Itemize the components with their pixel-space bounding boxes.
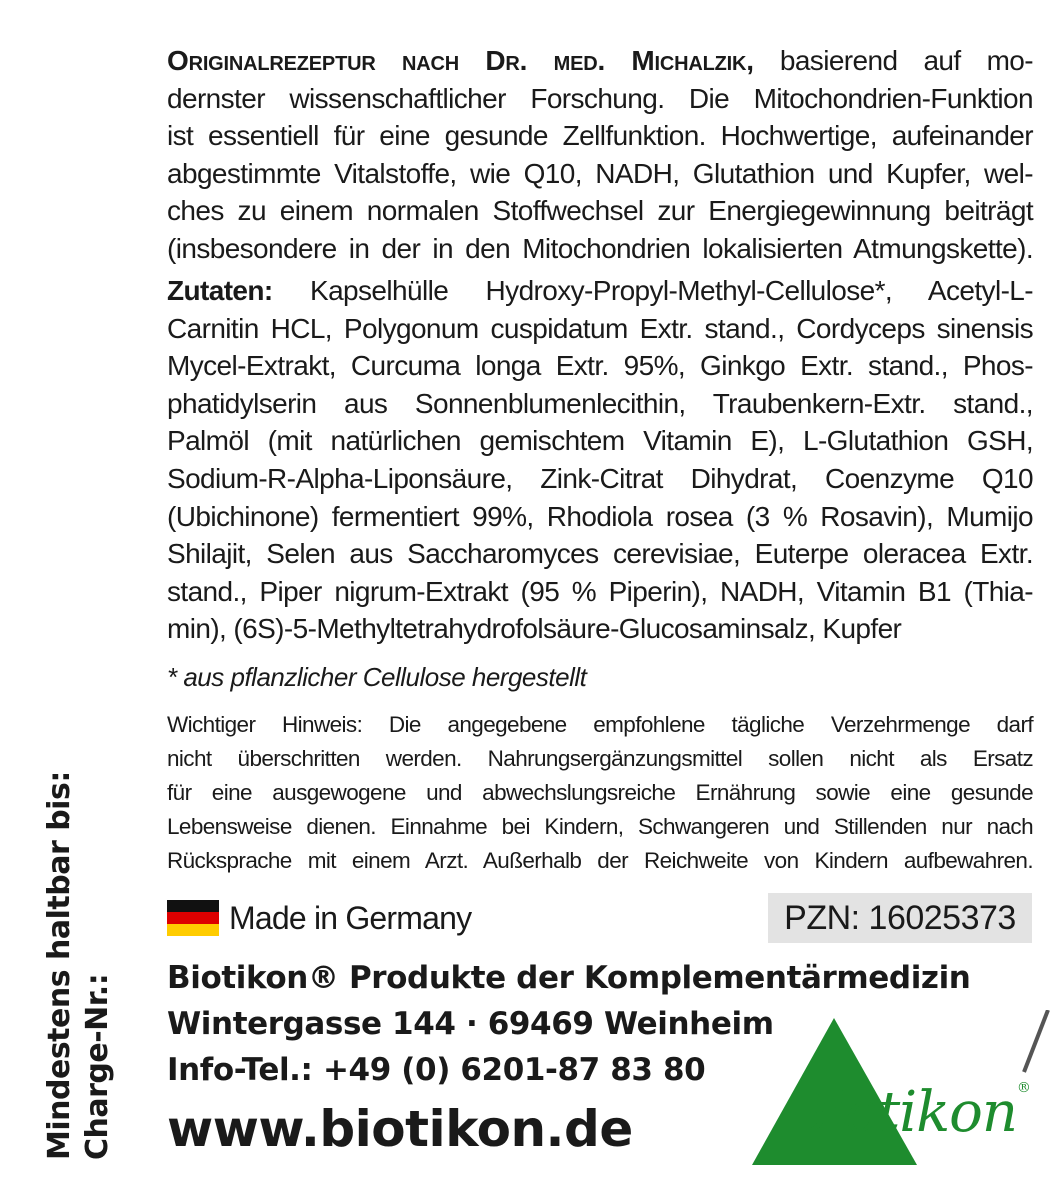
intro-line: ist essentiell für eine gesunde Zellfunktion. Hochwertige, aufeinander bbox=[167, 120, 1033, 152]
ingredients-line: Palmöl (mit natürlichen gemischtem Vitamin E), L-Glutathion GSH, bbox=[167, 425, 1033, 457]
made-in-text: Made in Germany bbox=[229, 899, 472, 936]
company-name: Biotikon® Produkte der Komplementärmedizin bbox=[167, 960, 971, 996]
ingredients-label: Zutaten: bbox=[167, 275, 273, 306]
warning-line: Wichtiger Hinweis: Die angegebene empfohlene tägliche Verzehrmenge darf bbox=[167, 712, 1033, 737]
ingredients-line: Carnitin HCL, Polygonum cuspidatum Extr. stand., Cordyceps sinensis bbox=[167, 312, 1033, 344]
intro-line: abgestimmte Vitalstoffe, wie Q10, NADH, Glutathion und Kupfer, wel- bbox=[167, 157, 1033, 189]
side-text bbox=[42, 771, 118, 1160]
warning-line: für eine ausgewogene und abwechslungsreiche Ernährung sowie eine gesunde bbox=[167, 780, 1033, 805]
best-before-label: Mindestens haltbar bis: bbox=[42, 771, 77, 1160]
intro-heading: Originalrezeptur nach Dr. med. Michalzik, bbox=[167, 45, 754, 76]
warning-line: Rücksprache mit einem Arzt. Außerhalb der Reichweite von Kindern aufbewahren. bbox=[167, 848, 1033, 873]
german-flag-icon bbox=[167, 900, 219, 936]
ingredients-line: Shilajit, Selen aus Saccharomyces cerevisiae, Euterpe oleracea Extr. bbox=[167, 538, 1033, 570]
intro-line: (insbesondere in der in den Mitochondrien lokalisierten Atmungskette). bbox=[167, 232, 1033, 264]
ingredients-line: min), (6S)-5-Methyltetrahydrofolsäure-Glucosaminsalz, Kupfer bbox=[167, 613, 902, 645]
ingredients-line: (Ubichinone) fermentiert 99%, Rhodiola rosea (3 % Rosavin), Mumijo bbox=[167, 500, 1033, 532]
logo-decor-line bbox=[1024, 1010, 1048, 1072]
company-website: www.biotikon.de bbox=[167, 1100, 633, 1158]
made-in-germany bbox=[167, 893, 471, 943]
intro-line-1: Originalrezeptur nach Dr. med. Michalzik, basierend auf mo- bbox=[167, 45, 1033, 76]
company-phone: Info-Tel.: +49 (0) 6201-87 83 80 bbox=[167, 1052, 706, 1088]
batch-number-label: Charge-Nr.: bbox=[80, 973, 115, 1160]
ingredients-line: Sodium-R-Alpha-Liponsäure, Zink-Citrat Dihydrat, Coenzyme Q10 bbox=[167, 462, 1033, 494]
ingredients-line: phatidylserin aus Sonnenblumenlecithin, Traubenkern-Extr. stand., bbox=[167, 387, 1033, 419]
warning-line: nicht überschritten werden. Nahrungsergänzungsmittel sollen nicht als Ersatz bbox=[167, 746, 1033, 771]
warning-paragraph bbox=[167, 708, 1033, 878]
ingredients-paragraph bbox=[167, 272, 1033, 648]
ingredients-line: Mycel-Extrakt, Curcuma longa Extr. 95%, Ginkgo Extr. stand., Phos- bbox=[167, 350, 1033, 382]
logo-wordmark: Biotikon® bbox=[788, 1080, 1030, 1145]
intro-paragraph bbox=[167, 42, 1033, 268]
company-address: Wintergasse 144 · 69469 Weinheim bbox=[167, 1006, 774, 1042]
intro-line: ches zu einem normalen Stoffwechsel zur Energiegewinnung beiträgt bbox=[167, 195, 1033, 227]
ingredients-line-1: Zutaten: Kapselhülle Hydroxy-Propyl-Methyl-Cellulose*, Acetyl-L- bbox=[167, 275, 1033, 306]
intro-line: dernster wissenschaftlicher Forschung. Die Mitochondrien-Funktion bbox=[167, 82, 1033, 114]
pzn-badge: PZN: 16025373 bbox=[768, 893, 1032, 943]
warning-line: Lebensweise dienen. Einnahme bei Kindern, Schwangeren und Stillenden nur nach bbox=[167, 814, 1033, 839]
ingredients-line: stand., Piper nigrum-Extrakt (95 % Piperin), NADH, Vitamin B1 (Thia- bbox=[167, 575, 1033, 607]
footnote: * aus pflanzlicher Cellulose hergestellt bbox=[167, 662, 587, 692]
